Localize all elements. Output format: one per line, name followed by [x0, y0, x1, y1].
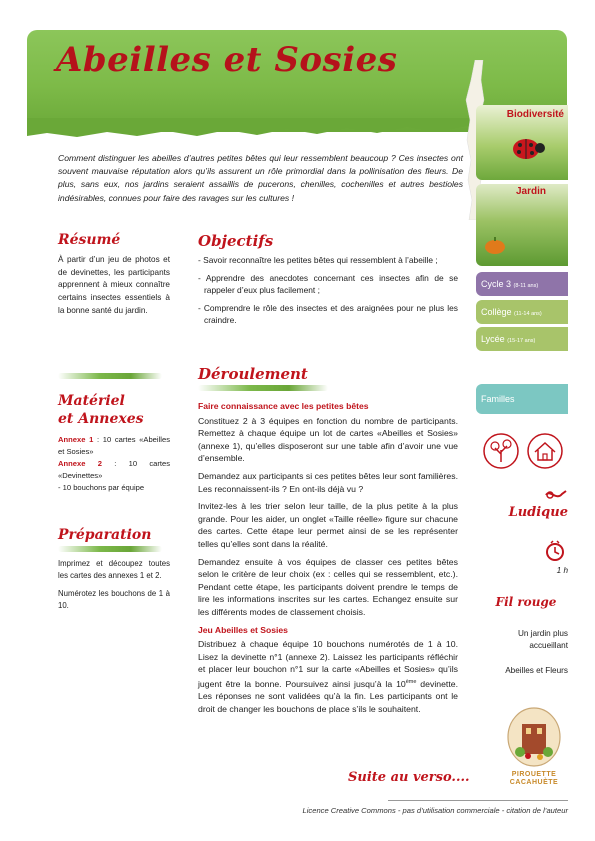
- brush-stroke: [58, 373, 162, 379]
- ludique-label: Ludique: [508, 505, 568, 520]
- deroulement-subtitle-2: Jeu Abeilles et Sosies: [198, 624, 288, 635]
- preparation-p1: Imprimez et découpez toutes les cartes des annexes 1 et 2.: [58, 559, 170, 580]
- duree-label: 1 h: [556, 566, 568, 575]
- fil-rouge-link-2[interactable]: Abeilles et Fleurs: [505, 666, 568, 675]
- deroulement-p5-start: Distribuez à chaque équipe 10 bouchons numérotés de 1 à 10. Lisez la devinette n°1 (annexe 2). Laissez les participants réfléchir et placer leur bouchon n°1 sur la carte «Abeilles et Sosies» qu’ils jugent être la bonne. Poursuivez ainsi jusqu’à la 10: [198, 639, 458, 689]
- resume-title: Résumé: [58, 232, 121, 248]
- annexe1-item: [58, 434, 170, 458]
- house-activity-icon: [526, 432, 564, 470]
- college-tag: [476, 300, 568, 324]
- pumpkin-icon: [484, 236, 506, 254]
- ludique-icon: [544, 488, 568, 502]
- preparation-p2: Numérotez les bouchons de 1 à 10.: [58, 589, 170, 610]
- annexe2-label: Annexe 2: [58, 459, 102, 468]
- brush-stroke: [198, 385, 328, 391]
- deroulement-title: Déroulement: [198, 365, 308, 383]
- jardin-box: [476, 184, 568, 266]
- clock-icon: [544, 540, 566, 562]
- biodiversite-box: [476, 105, 568, 180]
- biodiversite-label: Biodiversité: [506, 109, 564, 120]
- deroulement-p2: Demandez aux participants si ces petites bêtes leur sont familières. Les reconnaissent-ils ? En ont-ils déjà vu ?: [198, 470, 458, 494]
- objectif-item: - Apprendre des anecdotes concernant ces insectes afin de se rappeler d’eux plus facilement ;: [198, 272, 458, 296]
- fil-rouge-link-1[interactable]: Un jardin plus accueillant: [517, 629, 568, 650]
- deroulement-p3: Invitez-les à les trier selon leur taille, de la plus petite à la plus grande. Pour les aider, un onglet «Taille réelle» figure sur chacune des cartes. Cette étape leur permet ainsi de se les représenter telles qu’elles sont dans la réalité.: [198, 501, 458, 549]
- preparation-text: [58, 558, 170, 612]
- materiel-title-line2: et Annexes: [58, 411, 144, 427]
- footer-divider: [388, 800, 568, 801]
- ladybug-icon: [510, 135, 546, 161]
- suite-au-verso: Suite au verso....: [348, 770, 470, 785]
- bouchons-item: - 10 bouchons par équipe: [58, 483, 145, 492]
- familles-tag: [476, 384, 568, 414]
- page-title: Abeilles et Sosies: [56, 40, 398, 80]
- cycle3-age: (8-11 ans): [513, 283, 539, 289]
- annexe1-label: Annexe 1: [58, 435, 94, 444]
- college-label: Collège: [481, 307, 512, 317]
- objectifs-title: Objectifs: [198, 232, 274, 250]
- lycee-label: Lycée: [481, 334, 505, 344]
- familles-label: Familles: [481, 394, 515, 404]
- pirouette-cacahuete-logo: [506, 706, 562, 768]
- objectif-item: - Savoir reconnaître les petites bêtes qui ressemblent à l’abeille ;: [198, 255, 438, 265]
- materiel-list: [58, 434, 170, 494]
- materiel-title-line1: Matériel: [58, 393, 125, 409]
- resume-text: À partir d’un jeu de photos et de devinettes, les participants apprennent à mieux connaître certains insectes essentiels à la bonne santé du jardin.: [58, 255, 170, 315]
- preparation-title: Préparation: [58, 527, 152, 543]
- objectif-item: - Comprendre le rôle des insectes et des araignées pour ne plus les craindre.: [198, 302, 458, 326]
- footer-license: Licence Creative Commons - pas d’utilisation commerciale - citation de l’auteur: [302, 806, 568, 815]
- cycle3-tag: [476, 272, 568, 296]
- annexe2-item: [58, 458, 170, 482]
- deroulement-p4: Demandez ensuite à vos équipes de classer ces petites bêtes selon le critère de leur choix (ex : celles qui se ressemblent, etc.). Pendant cette étape, les participants doivent prendre le temps de lire les informations inscrites sur les cartes. Echangez ensuite sur les différents modes de classement choisis.: [198, 556, 458, 617]
- brush-stroke: [58, 546, 162, 552]
- annexe1-text: : 10 cartes «Abeilles et Sosies»: [58, 435, 170, 456]
- logo-text: PIROUETTE CACAHUÈTE: [509, 771, 559, 786]
- tree-activity-icon: [482, 432, 520, 470]
- deroulement-p5: [198, 638, 458, 715]
- annexe2-text: : 10 cartes «Devinettes»: [58, 459, 170, 480]
- cycle3-label: Cycle 3: [481, 279, 512, 289]
- materiel-title: [58, 392, 144, 428]
- lycee-tag: [476, 327, 568, 351]
- deroulement-body: [198, 400, 458, 716]
- intro-text: Comment distinguer les abeilles d’autres petites bêtes qui leur ressemblent beaucoup ? Ces insectes ont souvent mauvaise réputation alors qu’ils assurent un rôle primordial dans la pollinisation des fleurs. De plus, sans eux, nos jardins seraient assaillis de pucerons, chenilles, cochenilles et autres bestioles indésirables, connues pour faire des ravages sur les cultures !: [58, 153, 463, 203]
- deroulement-p5-end: devinette. Les réponses ne sont validées qu’à la fin. Les participants ont le droit de changer les bouchons de place s’ils le souhaitent.: [198, 678, 458, 714]
- deroulement-p1: Constituez 2 à 3 équipes en fonction du nombre de participants. Remettez à chaque équipe un lot de cartes «Abeilles et Sosies» (annexe 1), qu’elles disposeront sur une table afin d’avoir une vue d’ensemble.: [198, 415, 458, 464]
- objectifs-list: [198, 254, 458, 327]
- college-age: (11-14 ans): [514, 311, 542, 317]
- deroulement-p5-sup: ème: [405, 678, 417, 685]
- lycee-age: (15-17 ans): [507, 338, 536, 344]
- deroulement-subtitle-1: Faire connaissance avec les petites bêtes: [198, 401, 369, 411]
- jardin-label: Jardin: [515, 186, 546, 197]
- fil-rouge-title: Fil rouge: [484, 595, 568, 609]
